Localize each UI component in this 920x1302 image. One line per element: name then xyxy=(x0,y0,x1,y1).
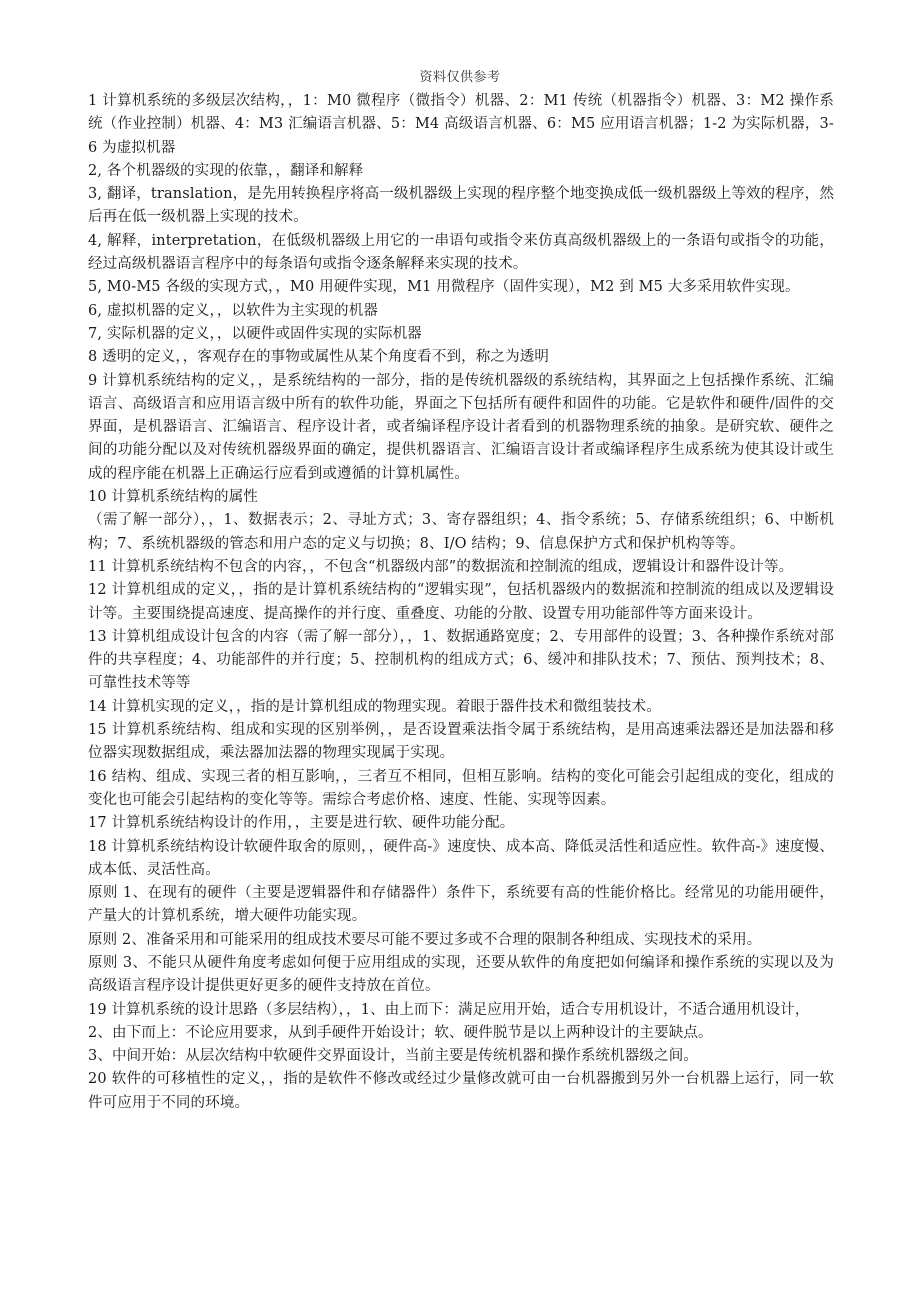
paragraph: 2、由下而上：不论应用要求，从到手硬件开始设计；软、硬件脱节是以上两种设计的主要缺点。 xyxy=(88,1024,713,1041)
page-header: 资料仅供参考 xyxy=(419,70,501,85)
paragraph: 11 计算机系统结构不包含的内容，，不包含“机器级内部”的数据流和控制流的组成，逻辑设计和器件设计等。 xyxy=(88,558,794,575)
paragraph: 原则 2、准备采用和可能采用的组成技术要尽可能不要过多或不合理的限制各种组成、实现技术的采用。 xyxy=(88,931,762,948)
paragraph: 5, M0-M5 各级的实现方式，，M0 用硬件实现，M1 用微程序（固件实现），M2 到 M5 大多采用软件实现。 xyxy=(88,279,800,296)
paragraph: 20 软件的可移植性的定义，，指的是软件不修改或经过少量修改就可由一台机器搬到另外一台机器上运行，同一软件可应用于不同的环境。 xyxy=(88,1071,834,1111)
paragraph: 3、中间开始：从层次结构中软硬件交界面设计，当前主要是传统机器和操作系统机器级之间。 xyxy=(88,1048,699,1065)
paragraph: 4, 解释，interpretation，在低级机器级上用它的一串语句或指令来仿真高级机器级上的一条语句或指令的功能，经过高级机器语言程序中的每条语句或指令逐条解释来实现的技术。 xyxy=(88,232,834,273)
paragraph: 8 透明的定义，，客观存在的事物或属性从某个角度看不到，称之为透明 xyxy=(88,349,550,366)
paragraph: 14 计算机实现的定义，，指的是计算机组成的物理实现。着眼于器件技术和微组装技术。 xyxy=(88,698,661,715)
document-body xyxy=(88,90,834,1115)
paragraph: （需了解一部分），，1、数据表示；2、寻址方式；3、寄存器组织；4、指令系统；5、存储系统组织；6、中断机构；7、系统机器级的管态和用户态的定义与切换；8、I/O 结构；9、信息保护方式和保护机构等等。 xyxy=(88,512,834,552)
paragraph: 16 结构、组成、实现三者的相互影响，，三者互不相同，但相互影响。结构的变化可能会引起组成的变化，组成的变化也可能会引起结构的变化等等。需综合考虑价格、速度、性能、实现等因素。 xyxy=(88,768,834,808)
paragraph: 原则 1、在现有的硬件（主要是逻辑器件和存储器件）条件下，系统要有高的性能价格比。经常见的功能用硬件，产量大的计算机系统，增大硬件功能实现。 xyxy=(88,885,834,925)
paragraph: 10 计算机系统结构的属性 xyxy=(88,489,259,506)
paragraph: 7, 实际机器的定义，，以硬件或固件实现的实际机器 xyxy=(88,325,422,342)
paragraph: 6, 虚拟机器的定义，，以软件为主实现的机器 xyxy=(88,302,378,319)
paragraph: 17 计算机系统结构设计的作用，，主要是进行软、硬件功能分配。 xyxy=(88,815,515,832)
paragraph: 9 计算机系统结构的定义，，是系统结构的一部分，指的是传统机器级的系统结构，其界面之上包括操作系统、汇编语言、高级语言和应用语言级中所有的软件功能，界面之下包括所有硬件和固件的功能。它是软件和硬件/固件的交界面，是机器语言、汇编语言、程序设计者，或者编译程序设计者看到的机器物理系统的抽象。是研究软、硬件之间的功能分配以及对传统机器级界面的确定，提供机器语言、汇编语言设计者或编译程序生成系统为使其设计或生成的程序能在机器上正确运行应看到或遵循的计算机属性。 xyxy=(88,372,834,482)
paragraph: 19 计算机系统的设计思路（多层结构），，1、由上而下：满足应用开始，适合专用机设计，不适合通用机设计， xyxy=(88,1001,810,1018)
paragraph: 12 计算机组成的定义，，指的是计算机系统结构的“逻辑实现”，包括机器级内的数据流和控制流的组成以及逻辑设计等。主要围绕提高速度、提高操作的并行度、重叠度、功能的分散、设置专用功能部件等方面来设计。 xyxy=(88,582,834,622)
paragraph: 15 计算机系统结构、组成和实现的区别举例，，是否设置乘法指令属于系统结构，是用高速乘法器还是加法器和移位器实现数据组成，乘法器加法器的物理实现属于实现。 xyxy=(88,722,834,762)
paragraph: 原则 3、不能只从硬件角度考虑如何便于应用组成的实现，还要从软件的角度把如何编译和操作系统的实现以及为高级语言程序设计提供更好更多的硬件支持放在首位。 xyxy=(88,954,834,995)
paragraph: 13 计算机组成设计包含的内容（需了解一部分），，1、数据通路宽度；2、专用部件的设置；3、各种操作系统对部件的共享程度；4、功能部件的并行度；5、控制机构的组成方式；6、缓冲和排队技术；7、预估、预判技术；8、可靠性技术等等 xyxy=(88,628,834,692)
paragraph: 18 计算机系统结构设计软硬件取舍的原则，，硬件高-》速度快、成本高、降低灵活性和适应性。软件高-》速度慢、成本低、灵活性高。 xyxy=(88,838,834,878)
paragraph: 2, 各个机器级的实现的依靠，，翻译和解释 xyxy=(88,162,364,179)
paragraph: 3, 翻译，translation，是先用转换程序将高一级机器级上实现的程序整个地变换成低一级机器级上等效的程序，然后再在低一级机器上实现的技术。 xyxy=(88,186,834,226)
paragraph: 1 计算机系统的多级层次结构，，1：M0 微程序（微指令）机器、2：M1 传统（机器指令）机器、3：M2 操作系统（作业控制）机器、4：M3 汇编语言机器、5：M4 高级语言机器、6：M5 应用语言机器；1-2 为实际机器，3-6 为虚拟机器 xyxy=(88,93,834,156)
